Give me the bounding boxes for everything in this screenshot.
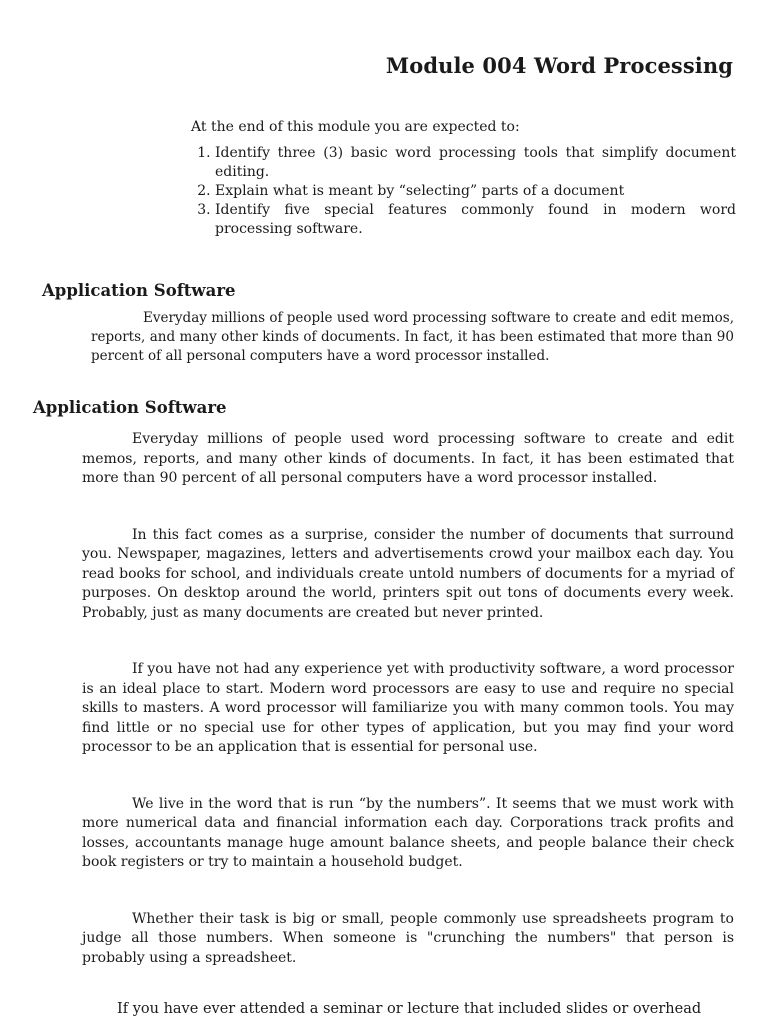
body-paragraph: If you have not had any experience yet with productivity software, a word processor is an ideal place to start. Modern word processors are easy to use and require no special skills to masters. A word processor will familiarize you with many common tools. You may find little or no special use for other types of application, but you may find your word processor to be an application that is essential for personal use. xyxy=(82,661,734,755)
body-paragraph-truncated: If you have ever attended a seminar or lecture that included slides or overhead xyxy=(117,1001,702,1017)
section-body xyxy=(82,430,734,1005)
body-paragraph: We live in the word that is run “by the numbers”. It seems that we must work with more numerical data and financial information each day. Corporations track profits and losses, accountants manage huge amount balance sheets, and people balance their check book registers or try to maintain a household budget. xyxy=(82,795,734,870)
objective-item: 1. Identify three (3) basic word processing tools that simplify document editing. xyxy=(215,144,736,182)
objectives-intro: At the end of this module you are expected to: xyxy=(191,119,520,135)
section-application-software-1 xyxy=(42,281,734,366)
section-heading: Application Software xyxy=(33,398,227,417)
objectives-list xyxy=(191,144,736,239)
objective-item: 2. Explain what is meant by “selecting” parts of a document xyxy=(215,182,736,201)
learning-objectives xyxy=(191,118,736,239)
section-paragraph: Everyday millions of people used word processing software to create and edit memos, reports, and many other kinds of documents. In fact, it has been estimated that more than 90 percent of all personal computers have a word processor installed. xyxy=(91,310,734,364)
objective-item: 3. Identify five special features commonly found in modern word processing software. xyxy=(215,201,736,239)
body-paragraph: Everyday millions of people used word processing software to create and edit memos, reports, and many other kinds of documents. In fact, it has been estimated that more than 90 percent of all personal computers have a word processor installed. xyxy=(82,431,734,486)
body-paragraph: In this fact comes as a surprise, consider the number of documents that surround you. Newspaper, magazines, letters and advertisements crowd your mailbox each day. You read books for school, and individuals create untold numbers of documents for a myriad of purposes. On desktop around the world, printers spit out tons of documents every week. Probably, just as many documents are created but never printed. xyxy=(82,526,734,621)
body-paragraph: Whether their task is big or small, people commonly use spreadsheets program to judge all those numbers. When someone is "crunching the numbers" that person is probably using a spreadsheet. xyxy=(82,910,734,966)
section-heading: Application Software xyxy=(42,281,236,300)
module-title: Module 004 Word Processing xyxy=(385,53,733,78)
section-application-software-2 xyxy=(33,398,734,417)
